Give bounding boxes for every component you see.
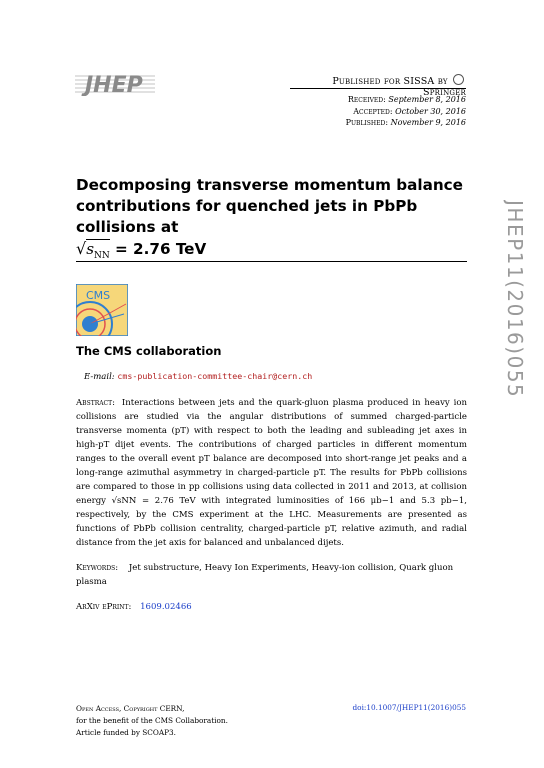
email-label: E-mail: [84,372,115,382]
accepted-label: Accepted: [353,106,393,116]
cms-logo-text: CMS [86,289,111,302]
paper-title [76,175,471,267]
side-label [498,200,534,460]
header-rule [290,88,466,89]
arxiv-line [76,602,192,612]
footer-collaboration: for the benefit of the CMS Collaboration. [76,716,228,725]
received-date: September 8, 2016 [388,95,466,104]
accepted-line [346,106,466,118]
title-line-3 [76,238,471,267]
abstract-label: Abstract: [76,398,116,408]
received-line [346,94,466,106]
arxiv-link[interactable]: 1609.02466 [140,602,192,612]
springer-icon [453,74,464,85]
footer-left [76,703,228,739]
keywords-text: Jet substructure, Heavy Ion Experiments, Heavy-ion collision, Quark gluon plasma [76,563,454,587]
keywords-label: Keywords: [76,563,119,573]
published-label: Published: [345,118,389,127]
title-line-1: Decomposing transverse momentum balance [76,176,463,194]
accepted-date: October 30, 2016 [395,106,466,116]
collaboration-name: The CMS collaboration [76,344,222,358]
cms-logo [76,284,128,336]
email-link[interactable]: cms-publication-committee-chair@cern.ch [117,371,313,381]
title-rule [76,261,467,262]
published-line [346,117,466,129]
publisher-name: Springer [423,87,466,98]
title-line-2: contributions for quenched jets in PbPb collisions at [76,197,418,236]
footer-open-access: Open Access, Copyright CERN, [76,704,185,713]
dates-block [346,94,466,129]
email-line [84,371,312,382]
footer-funding: Article funded by SCOAP3. [76,728,176,737]
arxiv-label: ArXiv ePrint: [76,602,132,612]
doi-link[interactable]: doi:10.1007/JHEP11(2016)055 [352,703,466,712]
side-label-text: JHEP11(2016)055 [503,200,527,399]
logo-text: JHEP [85,73,143,96]
published-date: November 9, 2016 [390,118,466,127]
keywords [76,561,467,589]
title-energy: = 2.76 TeV [115,240,207,258]
sqrt-snn-symbol: $√s_{NN}$ [76,239,110,262]
abstract [76,396,467,550]
footer-right [353,703,467,712]
received-label: Received: [347,95,386,104]
jhep-logo [75,70,155,96]
abstract-text: Interactions between jets and the quark-gluon plasma produced in heavy ion collisions are studied via the angular distributions of summed charged-particle transverse momenta (pT) with respect to both the leading and subleading jet axes in high-pT dijet events. The contributions of charged particles in different momentum ranges to the overall event pT balance are decomposed into short-range jet peaks and a long-range azimuthal asymmetry in charged-particle pT. The results for PbPb collisions are compared to those in pp collisions using data collected in 2011 and 2013, at collision energy √sNN = 2.76 TeV with integrated luminosities of 166 μb−1 and 5.3 pb−1, respectively, by the CMS experiment at the LHC. Measurements are presented as functions of PbPb collision centrality, charged-particle pT, relative azimuth, and radial distance from the jet axis for balanced and unbalanced dijets. [76,398,468,548]
published-for-text: Published for SISSA by [332,76,448,87]
